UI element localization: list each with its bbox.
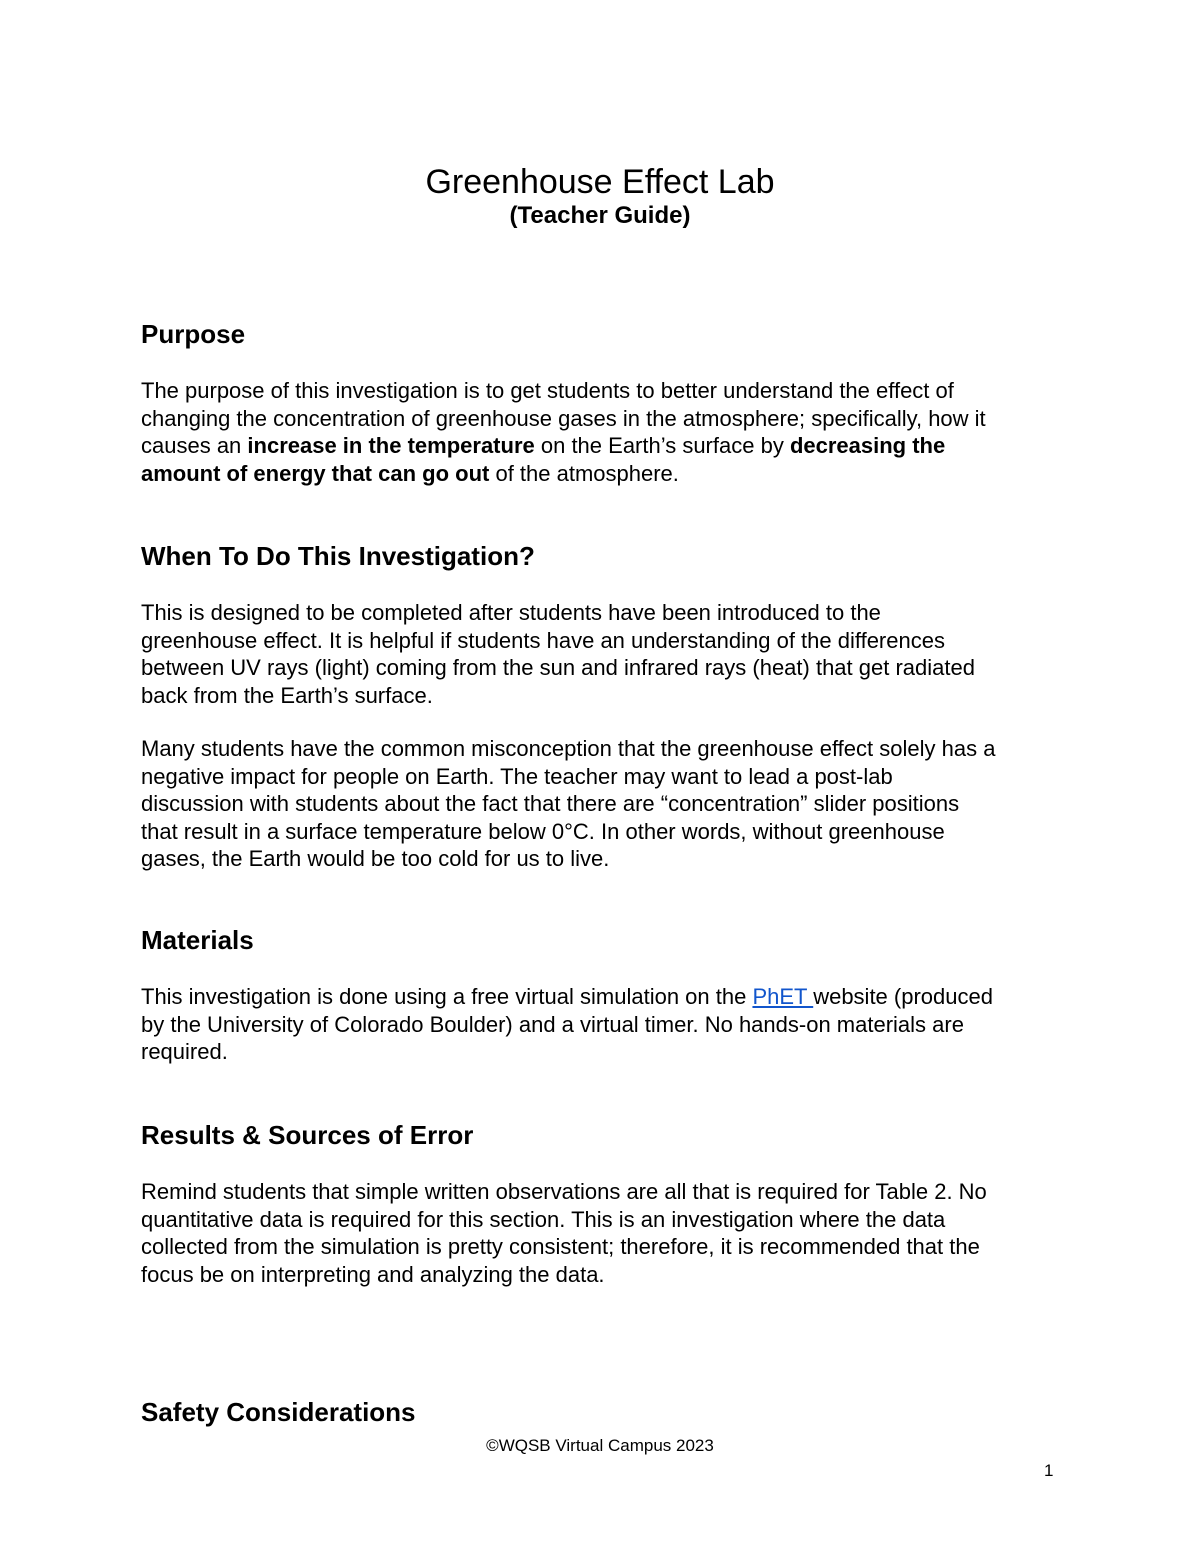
purpose-emphasis-decreasing: decreasing the xyxy=(789,433,946,458)
document-title: Greenhouse Effect Lab xyxy=(425,163,775,201)
materials-heading: Materials xyxy=(141,925,254,955)
when-p2-line-1: Many students have the common misconception that the greenhouse effect solely has a xyxy=(141,736,996,761)
results-line-4: focus be on interpreting and analyzing the data. xyxy=(141,1261,605,1287)
phet-link[interactable]: PhET xyxy=(752,984,814,1009)
document-subtitle: (Teacher Guide) xyxy=(509,202,691,229)
purpose-line-1: The purpose of this investigation is to get students to better understand the effect of xyxy=(141,378,954,403)
when-p1-line-3: between UV rays (light) coming from the sun and infrared rays (heat) that get radiated xyxy=(141,655,975,680)
results-line-2: quantitative data is required for this section. This is an investigation where the data xyxy=(141,1206,946,1232)
purpose-emphasis-energy: amount of energy that can go out xyxy=(141,460,490,486)
results-paragraph xyxy=(141,1178,1071,1288)
purpose-text: on the Earth’s surface by xyxy=(534,433,790,458)
materials-line-1 xyxy=(141,983,1071,1011)
when-heading: When To Do This Investigation? xyxy=(141,541,535,571)
purpose-text: causes an xyxy=(141,433,248,458)
when-p2-line-4: that result in a surface temperature below 0°C. In other words, without greenhouse xyxy=(141,818,945,844)
materials-text: This investigation is done using a free virtual simulation on the xyxy=(141,984,753,1009)
results-line-3: collected from the simulation is pretty consistent; therefore, it is recommended that the xyxy=(141,1234,980,1259)
copyright-footer: ©WQSB Virtual Campus 2023 xyxy=(486,1436,714,1455)
results-line-1: Remind students that simple written observations are all that is required for Table 2. No xyxy=(141,1179,987,1204)
purpose-line-4 xyxy=(141,460,1071,488)
when-p2-line-2: negative impact for people on Earth. The teacher may want to lead a post-lab xyxy=(141,763,893,789)
purpose-paragraph xyxy=(141,377,1071,487)
when-paragraph-2 xyxy=(141,735,1071,873)
purpose-heading: Purpose xyxy=(141,319,246,349)
purpose-emphasis-temperature: increase in the temperature xyxy=(247,433,535,458)
materials-line-2: by the University of Colorado Boulder) and a virtual timer. No hands-on materials are xyxy=(141,1011,964,1037)
purpose-text: of the atmosphere. xyxy=(489,460,679,486)
materials-line-3: required. xyxy=(141,1039,228,1064)
page-number: 1 xyxy=(1044,1461,1054,1480)
materials-text: website (produced xyxy=(813,984,993,1009)
when-p1-line-4: back from the Earth’s surface. xyxy=(141,682,433,708)
purpose-line-3 xyxy=(141,432,1071,460)
results-heading: Results & Sources of Error xyxy=(141,1120,474,1150)
when-p1-line-2: greenhouse effect. It is helpful if students have an understanding of the differences xyxy=(141,627,945,653)
materials-paragraph xyxy=(141,983,1071,1066)
purpose-line-2: changing the concentration of greenhouse gases in the atmosphere; specifically, how it xyxy=(141,405,986,431)
safety-heading: Safety Considerations xyxy=(141,1397,416,1427)
when-paragraph-1 xyxy=(141,599,1071,709)
when-p2-line-3: discussion with students about the fact that there are “concentration” slider positions xyxy=(141,791,960,816)
when-p2-line-5: gases, the Earth would be too cold for us to live. xyxy=(141,846,610,871)
when-p1-line-1: This is designed to be completed after students have been introduced to the xyxy=(141,600,881,625)
